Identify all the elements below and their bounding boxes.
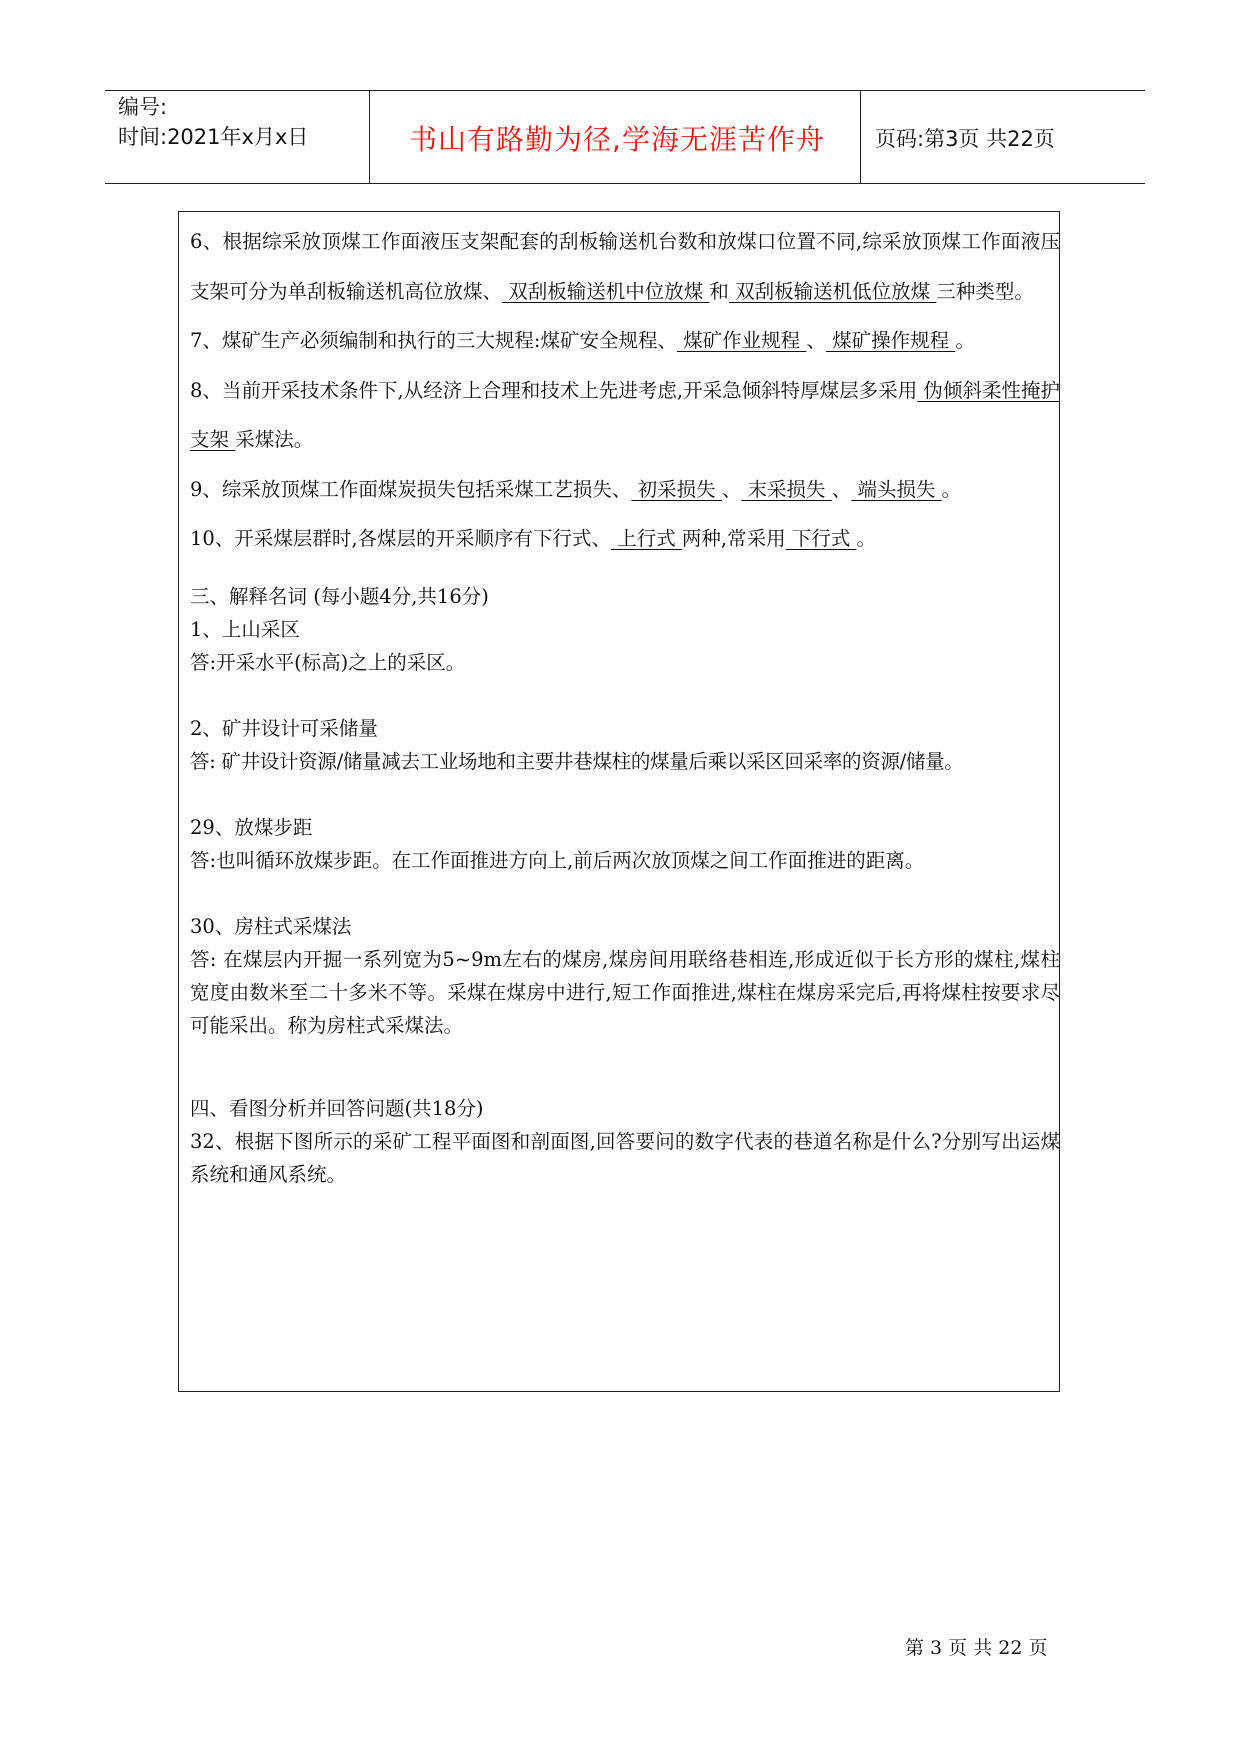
page-content <box>190 217 1060 1191</box>
q7-answer-2: 煤矿操作规程 <box>825 329 956 352</box>
answer-2: 答: 矿井设计资源/储量减去工业场地和主要井巷煤柱的煤量后乘以采区回采率的资源/储量。 <box>190 749 964 773</box>
q6-answer-2: 双刮板输送机低位放煤 <box>728 279 937 303</box>
q10-answer-1: 上行式 <box>611 527 682 550</box>
q8-text-b: 采煤法。 <box>235 428 314 451</box>
time-label: 时间:2021年x月x日 <box>118 125 309 149</box>
q7-text-b: 、 <box>806 329 826 352</box>
q9-answer-2: 末采损失 <box>741 477 832 501</box>
q7-answer-1: 煤矿作业规程 <box>676 329 807 352</box>
header-meta <box>118 92 308 152</box>
q8-answer-1: 伪倾斜柔性掩护支架 <box>190 378 1060 451</box>
term-2: 2、矿井设计可采储量 <box>190 716 378 740</box>
term-29: 29、放煤步距 <box>190 815 313 839</box>
question-32: 32、根据下图所示的采矿工程平面图和剖面图,回答要问的数字代表的巷道名称是什么?分别写出运煤系统和通风系统。 <box>190 1129 1060 1186</box>
section-3-title: 三、解释名词 (每小题4分,共16分) <box>190 584 489 608</box>
q9-text-d: 。 <box>941 477 962 501</box>
term-1: 1、上山采区 <box>190 617 300 641</box>
header-divider-left <box>369 90 370 184</box>
header-top-rule <box>105 90 1145 91</box>
question-6 <box>190 217 1060 316</box>
question-10 <box>190 514 1060 564</box>
q8-text-a: 8、当前开采技术条件下,从经济上合理和技术上先进考虑,开采急倾斜特厚煤层多采用 <box>190 378 918 402</box>
term-30: 30、房柱式采煤法 <box>190 914 352 938</box>
q9-answer-1: 初采损失 <box>631 477 722 501</box>
answer-1: 答:开采水平(标高)之上的采区。 <box>190 650 466 674</box>
footer-page-number: 第 3 页 共 22 页 <box>905 1637 1048 1659</box>
q9-text-b: 、 <box>721 477 742 501</box>
q9-text-a: 9、综采放顶煤工作面煤炭损失包括采煤工艺损失、 <box>190 477 632 501</box>
serial-number-label: 编号: <box>118 95 168 119</box>
q10-text-b: 两种,常采用 <box>681 527 786 550</box>
header-bottom-rule <box>105 183 1145 184</box>
header-page-number: 页码:第3页 共22页 <box>875 127 1055 151</box>
q9-text-c: 、 <box>831 477 852 501</box>
q7-text-c: 。 <box>955 329 975 352</box>
q6-text-c: 三种类型。 <box>936 279 1034 303</box>
question-9 <box>190 465 1060 515</box>
section-4-title: 四、看图分析并回答问题(共18分) <box>190 1096 484 1120</box>
answer-30: 答: 在煤层内开掘一系列宽为5~9m左右的煤房,煤房间用联络巷相连,形成近似于长方形的煤柱,煤柱宽度由数米至二十多米不等。采煤在煤房中进行,短工作面推进,煤柱在煤房采完后,再将煤柱按要求尽可能采出。称为房柱式采煤法。 <box>190 947 1060 1037</box>
q10-text-c: 。 <box>856 527 877 550</box>
q6-text-a: 6、根据综采放顶煤工作面液压支架配套的刮板输送机台数和放煤口位置不同,综采放顶煤工作面液压支架可分为单刮板输送机高位放煤、 <box>190 230 1060 303</box>
q10-text-a: 10、开采煤层群时,各煤层的开采顺序有下行式、 <box>190 527 612 550</box>
question-7 <box>190 316 1060 366</box>
question-8 <box>190 366 1060 465</box>
header-motto: 书山有路勤为径,学海无涯苦作舟 <box>409 123 825 156</box>
q9-answer-3: 端头损失 <box>851 477 942 501</box>
q7-text-a: 7、煤矿生产必须编制和执行的三大规程:煤矿安全规程、 <box>190 329 677 352</box>
q6-answer-1: 双刮板输送机中位放煤 <box>502 279 710 303</box>
q6-text-b: 和 <box>709 279 729 303</box>
answer-29: 答:也叫循环放煤步距。在工作面推进方向上,前后两次放顶煤之间工作面推进的距离。 <box>190 848 925 872</box>
q10-answer-2: 下行式 <box>785 527 857 550</box>
